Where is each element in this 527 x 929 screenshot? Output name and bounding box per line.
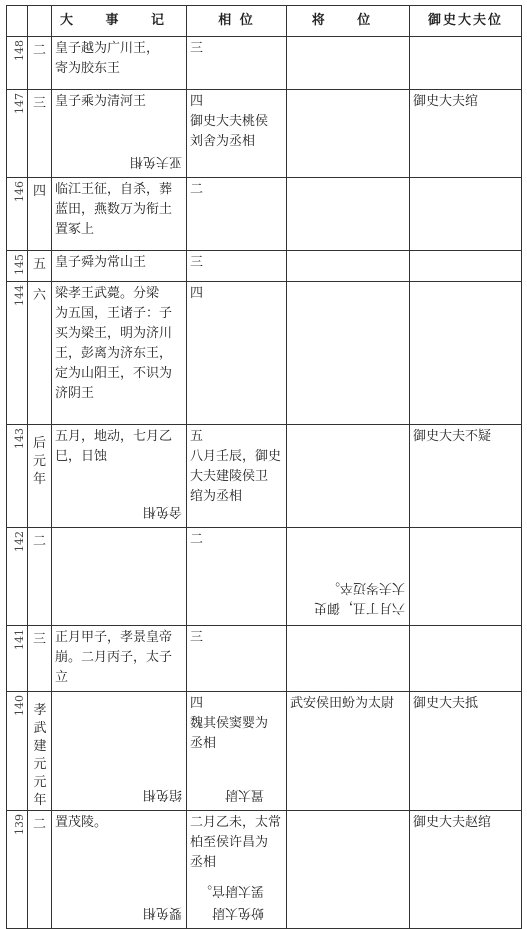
event-line: 崩。二月丙子，太子 — [55, 650, 173, 665]
reign-year-cell — [28, 37, 52, 90]
chancellor-cell — [187, 282, 287, 425]
event-header: 大 事 记 — [52, 6, 187, 37]
event-cell — [52, 90, 187, 178]
reign-year-cell — [28, 425, 52, 528]
bce-year: 141 — [13, 629, 26, 650]
general-cell — [287, 251, 410, 282]
censor-cell — [410, 37, 522, 90]
reign-year: 三 — [32, 96, 46, 111]
table-row — [7, 178, 522, 251]
reign-year: 孝武建元元年 — [33, 703, 47, 808]
chronology-table — [6, 5, 522, 929]
chancellor-cell — [187, 692, 287, 811]
bce-year: 145 — [13, 254, 26, 275]
event-line: 置茂陵。 — [55, 815, 108, 830]
bce-year: 148 — [13, 40, 26, 61]
reign-year: 二 — [32, 817, 46, 832]
reign-year: 六 — [32, 288, 46, 303]
header-row — [7, 6, 522, 37]
event-cell — [52, 282, 187, 425]
table-row — [7, 811, 522, 929]
censor-cell — [410, 425, 522, 528]
censor-cell — [410, 90, 522, 178]
chancellor-cell — [187, 251, 287, 282]
event-line: 五月，地动，七月乙 — [55, 429, 173, 444]
event-line: 王，彭离为济东王， — [55, 346, 173, 361]
chancellor-line: 丞相 — [190, 736, 217, 751]
reign-year: 后元年 — [32, 436, 46, 487]
event-cell — [52, 425, 187, 528]
bce-year: 139 — [13, 814, 26, 835]
table-row — [7, 37, 522, 90]
reign-year-cell — [28, 282, 52, 425]
reign-year: 五 — [32, 257, 46, 272]
bce-year: 140 — [13, 695, 26, 716]
table-row — [7, 282, 522, 425]
chancellor-cell — [187, 178, 287, 251]
chancellor-line: 绾为丞相 — [190, 489, 243, 504]
event-line: 巳，日蚀 — [55, 449, 108, 464]
general-cell — [287, 528, 410, 626]
event-line: 皇子乘为清河王 — [55, 94, 147, 109]
table-row — [7, 528, 522, 626]
bce-year-cell — [7, 37, 28, 90]
year-header — [28, 6, 52, 37]
chancellor-line: 二 — [190, 532, 204, 547]
chancellor-line: 三 — [190, 255, 204, 270]
general-note-inverted: 大夫岑迈卒。 — [326, 580, 405, 595]
chancellor-line: 刘舍为丞相 — [190, 134, 256, 149]
censor-cell — [410, 692, 522, 811]
reign-year-cell — [28, 528, 52, 626]
bce-year-cell — [7, 811, 28, 929]
censor-text: 御史大夫赵绾 — [413, 815, 492, 830]
censor-text: 御史大夫不疑 — [413, 429, 492, 444]
general-cell — [287, 282, 410, 425]
general-cell — [287, 425, 410, 528]
reign-year-cell — [28, 692, 52, 811]
event-line: 为五国，王诸子：子 — [55, 306, 173, 321]
censor-cell — [410, 251, 522, 282]
table-row — [7, 425, 522, 528]
bce-year: 143 — [13, 428, 26, 449]
reign-year: 二 — [32, 534, 46, 549]
general-cell — [287, 37, 410, 90]
chancellor-note-inverted: 蚡免太尉 — [211, 905, 264, 920]
event-note-inverted: 舍免相 — [142, 504, 182, 519]
chancellor-cell — [187, 90, 287, 178]
event-cell — [52, 626, 187, 692]
chancellor-line: 四 — [190, 696, 204, 711]
event-cell — [52, 692, 187, 811]
chancellor-cell — [187, 811, 287, 929]
chancellor-line: 御史大夫桃侯 — [190, 114, 269, 129]
bce-year-cell — [7, 528, 28, 626]
bce-year-cell — [7, 251, 28, 282]
general-cell — [287, 811, 410, 929]
chancellor-line: 三 — [190, 41, 204, 56]
chancellor-line: 八月壬辰，御史 — [190, 449, 282, 464]
event-line: 临江王征，自杀，葬 — [55, 182, 173, 197]
event-line: 定为山阳王，不识为 — [55, 366, 173, 381]
bce-year-cell — [7, 425, 28, 528]
general-cell — [287, 178, 410, 251]
event-line: 皇子越为广川王， — [55, 41, 160, 56]
chancellor-note-inverted-2: 罢太尉官。 — [198, 883, 264, 898]
general-cell — [287, 626, 410, 692]
chancellor-cell — [187, 626, 287, 692]
reign-year-cell — [28, 90, 52, 178]
event-line: 皇子舜为常山王 — [55, 255, 147, 270]
reign-year-cell — [28, 811, 52, 929]
table-row — [7, 626, 522, 692]
event-line: 蓝田，燕数万为衔土 — [55, 202, 173, 217]
event-line: 立 — [55, 670, 69, 685]
chancellor-line: 大夫建陵侯卫 — [190, 469, 269, 484]
event-cell — [52, 37, 187, 90]
event-line: 正月甲子，孝景皇帝 — [55, 630, 173, 645]
table-row — [7, 90, 522, 178]
chancellor-cell — [187, 37, 287, 90]
chancellor-line: 柏至侯许昌为 — [190, 835, 269, 850]
event-note-inverted: 婴免相 — [142, 905, 182, 920]
reign-year: 三 — [32, 632, 46, 647]
chancellor-line: 二月乙未，太常 — [190, 815, 282, 830]
general-note-inverted: 六月丁丑，御史 — [313, 600, 405, 615]
general-line: 武安侯田蚡为太尉 — [290, 696, 395, 711]
event-cell — [52, 178, 187, 251]
chancellor-line: 丞相 — [190, 855, 217, 870]
chancellor-line: 三 — [190, 630, 204, 645]
censor-cell — [410, 528, 522, 626]
event-cell — [52, 528, 187, 626]
table-row — [7, 692, 522, 811]
chancellor-header: 相 位 — [187, 6, 287, 37]
bce-header — [7, 6, 28, 37]
censor-cell — [410, 811, 522, 929]
event-cell — [52, 811, 187, 929]
general-cell — [287, 692, 410, 811]
event-note-inverted: 绾免相 — [142, 787, 182, 802]
event-line: 置冢上 — [55, 222, 95, 237]
censor-cell — [410, 282, 522, 425]
chancellor-cell — [187, 528, 287, 626]
event-note-inverted: 亚夫免相 — [129, 154, 182, 169]
chancellor-line: 四 — [190, 94, 204, 109]
bce-year: 144 — [13, 285, 26, 306]
censor-text: 御史大夫绾 — [413, 94, 479, 109]
chancellor-line: 二 — [190, 182, 204, 197]
chancellor-note-inverted: 置太尉 — [224, 787, 264, 802]
chancellor-line: 五 — [190, 429, 204, 444]
event-line: 寄为胶东王 — [55, 61, 121, 76]
reign-year: 二 — [32, 43, 46, 58]
bce-year-cell — [7, 282, 28, 425]
censor-header: 御史大夫位 — [410, 6, 522, 37]
chancellor-cell — [187, 425, 287, 528]
reign-year-cell — [28, 626, 52, 692]
chancellor-line: 魏其侯窦婴为 — [190, 716, 269, 731]
reign-year: 四 — [32, 184, 46, 199]
event-cell — [52, 251, 187, 282]
reign-year-cell — [28, 178, 52, 251]
bce-year: 147 — [13, 93, 26, 114]
censor-cell — [410, 178, 522, 251]
bce-year-cell — [7, 178, 28, 251]
general-cell — [287, 90, 410, 178]
event-line: 济阴王 — [55, 386, 95, 401]
event-line: 买为梁王，明为济川 — [55, 326, 173, 341]
event-line: 梁孝王武薨。分梁 — [55, 286, 160, 301]
bce-year: 142 — [13, 531, 26, 552]
general-header: 将 位 — [287, 6, 410, 37]
bce-year: 146 — [13, 181, 26, 202]
bce-year-cell — [7, 692, 28, 811]
censor-cell — [410, 626, 522, 692]
bce-year-cell — [7, 626, 28, 692]
bce-year-cell — [7, 90, 28, 178]
table-row — [7, 251, 522, 282]
censor-text: 御史大夫抵 — [413, 696, 479, 711]
reign-year-cell — [28, 251, 52, 282]
chancellor-line: 四 — [190, 286, 204, 301]
